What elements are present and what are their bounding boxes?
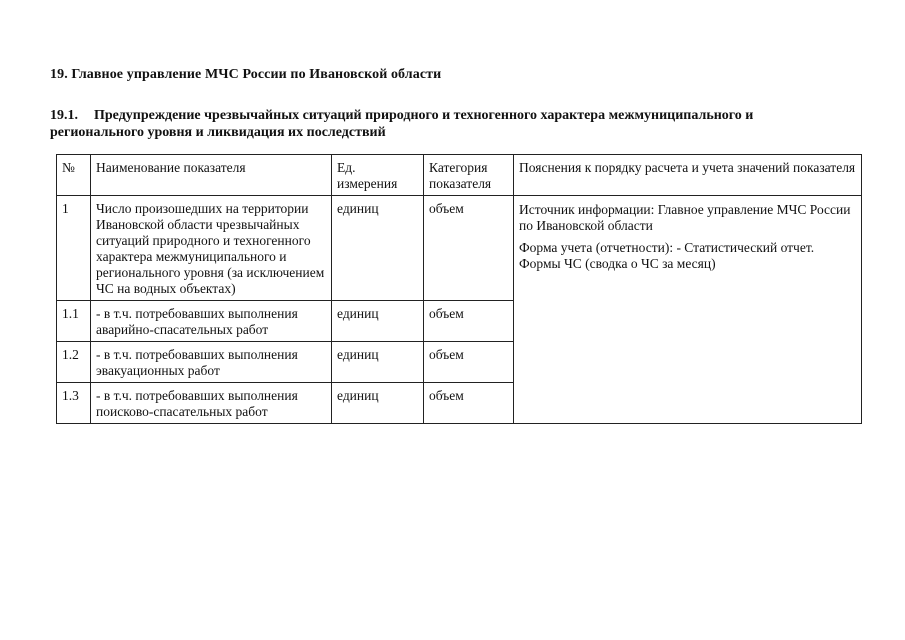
row-name: Число произошедших на территории Ивановской области чрезвычайных ситуаций природного и техногенного характера межмуниципального и регионального уровня (за исключением ЧС на водных объектах) [91, 196, 332, 301]
row-num: 1 [57, 196, 91, 301]
section-title: 19. Главное управление МЧС России по Ивановской области [50, 67, 442, 82]
table-header-row [57, 155, 862, 196]
row-name: - в т.ч. потребовавших выполнения поисково-спасательных работ [91, 383, 332, 424]
row-unit: единиц [332, 196, 424, 301]
subsection-number: 19.1. [50, 108, 78, 123]
subsection-heading [50, 107, 840, 141]
notes-cell [514, 196, 862, 424]
indicators-table [56, 154, 862, 424]
row-name: - в т.ч. потребовавших выполнения эвакуационных работ [91, 342, 332, 383]
row-unit: единиц [332, 342, 424, 383]
header-notes: Пояснения к порядку расчета и учета значений показателя [514, 155, 862, 196]
subsection-title: Предупреждение чрезвычайных ситуаций природного и техногенного характера межмуниципального и регионального уровня и ликвидация их последствий [50, 108, 754, 140]
row-name: - в т.ч. потребовавших выполнения аварийно-спасательных работ [91, 301, 332, 342]
notes-form: Форма учета (отчетности): - Статистический отчет. Формы ЧС (сводка о ЧС за месяц) [519, 240, 815, 271]
header-unit: Ед. измерения [332, 155, 424, 196]
row-num: 1.3 [57, 383, 91, 424]
header-num: № [57, 155, 91, 196]
row-unit: единиц [332, 383, 424, 424]
row-category: объем [424, 383, 514, 424]
row-num: 1.1 [57, 301, 91, 342]
row-category: объем [424, 342, 514, 383]
table-row [57, 196, 862, 301]
header-category: Категория показателя [424, 155, 514, 196]
notes-source: Источник информации: Главное управление МЧС России по Ивановской области [519, 202, 851, 233]
row-category: объем [424, 196, 514, 301]
row-category: объем [424, 301, 514, 342]
header-name: Наименование показателя [91, 155, 332, 196]
row-unit: единиц [332, 301, 424, 342]
row-num: 1.2 [57, 342, 91, 383]
